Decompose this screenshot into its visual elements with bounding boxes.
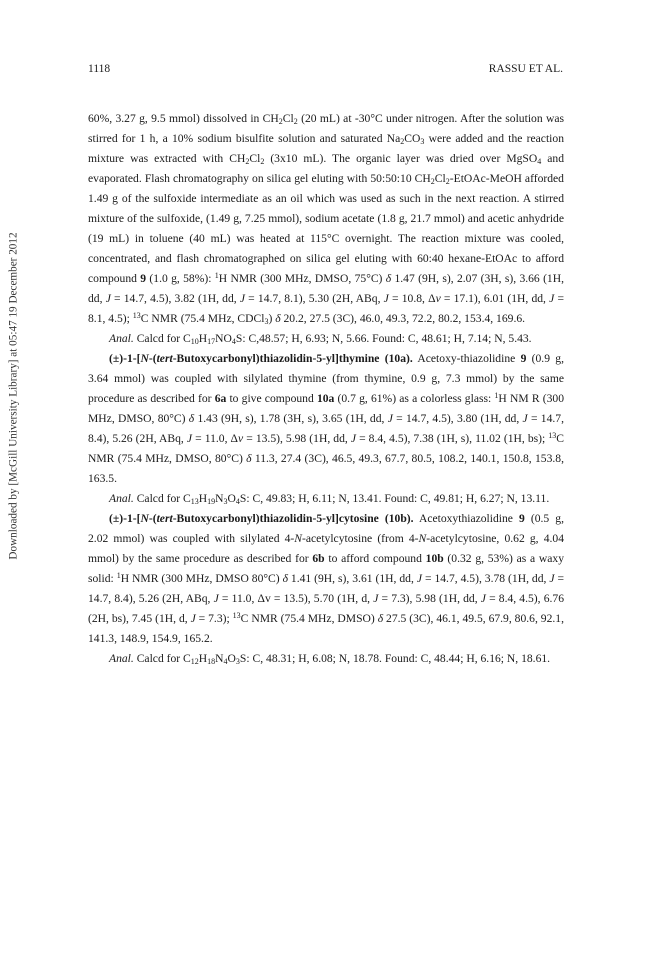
paragraph-compound-10b: (±)-1-[N-(tert-Butoxycarbonyl)thiazolidin-5-yl]cytosine (10b). Acetoxythiazolidine 9 (0.5 g, 2.02 mmol) was coupled with silylated 4-N-acetylcytosine (from 4-N-acetylcytosine, 0.62 g, 4.04 mmol) by the same procedure as described for 6b to afford compound 10b (0.32 g, 53%) as a waxy solid: $^1$H NMR (300 MHz, DMSO 80°C) δ 1.41 (9H, s), 3.61 (1H, dd, J = 14.7, 4.5), 3.78 (1H, dd, J = 14.7, 8.4), 5.26 (2H, ABq, J = 11.0, Δv = 13.5), 5.70 (1H, d, J = 7.3), 5.98 (1H, dd, J = 8.4, 4.5), 6.76 (2H, bs), 7.45 (1H, d, J = 7.3); $^{13}$C NMR (75.4 MHz, DMSO) δ 27.5 (3C), 46.1, 49.5, 67.9, 80.6, 92.1, 141.3, 148.9, 154.9, 165.2. <box>88 512 565 645</box>
analysis-compound-9: Anal. Calcd for $C_{10}H_{17}NO_4S$: C,48.57; H, 6.93; N, 5.66. Found: C, 48.61; H, 7.14; N, 5.43. <box>109 332 532 346</box>
analysis-compound-10b: Anal. Calcd for $C_{12}H_{18}N_4O_3S$: C, 48.31; H, 6.08; N, 18.78. Found: C, 48.44; H, 6.16; N, 18.61. <box>109 652 551 666</box>
paragraph-compound-10a: (±)-1-[N-(tert-Butoxycarbonyl)thiazolidin-5-yl]thymine (10a). Acetoxy-thiazolidine 9 (0.9 g, 3.64 mmol) was coupled with silylated thymine (from thymine, 0.9 g, 7.3 mmol) by the same procedure as described for 6a to give compound 10a (0.7 g, 61%) as a colorless glass: $^1$H NM R (300 MHz, DMSO, 80°C) δ 1.43 (9H, s), 1.78 (3H, s), 3.65 (1H, dd, J = 14.7, 4.5), 3.80 (1H, dd, J = 14.7, 8.4), 5.26 (2H, ABq, J = 11.0, Δv = 13.5), 5.98 (1H, dd, J = 8.4, 4.5), 7.38 (1H, s), 11.02 (1H, bs); $^{13}$C NMR (75.4 MHz, DMSO, 80°C) δ 11.3, 27.4 (3C), 46.5, 49.3, 67.7, 80.5, 108.2, 140.1, 150.8, 153.8, 163.5. <box>88 352 565 485</box>
running-authors: RASSU ET AL. <box>488 63 563 75</box>
paragraph-compound-9: 60%, 3.27 g, 9.5 mmol) dissolved in $CH_2Cl_2$ (20 mL) at -30°C under nitrogen. After the solution was stirred for 1 h, a 10% sodium bisulfite solution and saturated $Na_2CO_3$ were added and the reaction mixture was extracted with $CH_2Cl_2$ (3x10 mL). The organic layer was dried over MgSO$_4$ and evaporated. Flash chromatography on silica gel eluting with 50:50:10 $CH_2Cl_2-EtOAc$-MeOH afforded 1.49 g of the sulfoxide intermediate as an oil which was used as such in the next reaction. A stirred mixture of the sulfoxide, (1.49 g, 7.25 mmol), sodium acetate (1.8 g, 21.7 mmol) and acetic anhydride (19 mL) in toluene (40 mL) was heated at 115°C overnight. The reaction mixture was cooled, concentrated, and flash chromatographed on silica gel eluting with 60:40 hexane-EtOAc to afford compound 9 (1.0 g, 58%): $^1$H NMR (300 MHz, DMSO, 75°C) δ 1.47 (9H, s), 2.07 (3H, s), 3.66 (1H, dd, J = 14.7, 4.5), 3.82 (1H, dd, J = 14.7, 8.1), 5.30 (2H, ABq, J = 10.8, Δv = 17.1), 6.01 (1H, dd, J = 8.1, 4.5); $^{13}$C NMR (75.4 MHz, CDCl$_3$) δ 20.2, 27.5 (3C), 46.0, 49.3, 72.2, 80.2, 153.4, 169.6. <box>88 112 565 326</box>
download-watermark <box>2 96 26 696</box>
analysis-compound-10a: Anal. Calcd for $C_{13}H_{19}N_3O_4S$: C, 49.83; H, 6.11; N, 13.41. Found: C, 49.81; H, 6.27; N, 13.11. <box>109 492 550 506</box>
page-number: 1118 <box>88 63 111 75</box>
heading-compound-10b: (±)-1-[N-(tert-Butoxycarbonyl)thiazolidin-5-yl]cytosine (10b). <box>109 512 414 525</box>
download-watermark-text: Downloaded by [McGill University Library] at 05:47 19 December 2012 <box>8 232 20 560</box>
compound-ref: 9 <box>140 272 147 285</box>
heading-compound-10a: (±)-1-[N-(tert-Butoxycarbonyl)thiazolidin-5-yl]thymine (10a). <box>109 352 413 365</box>
running-header <box>88 63 563 75</box>
body-text <box>88 109 564 669</box>
